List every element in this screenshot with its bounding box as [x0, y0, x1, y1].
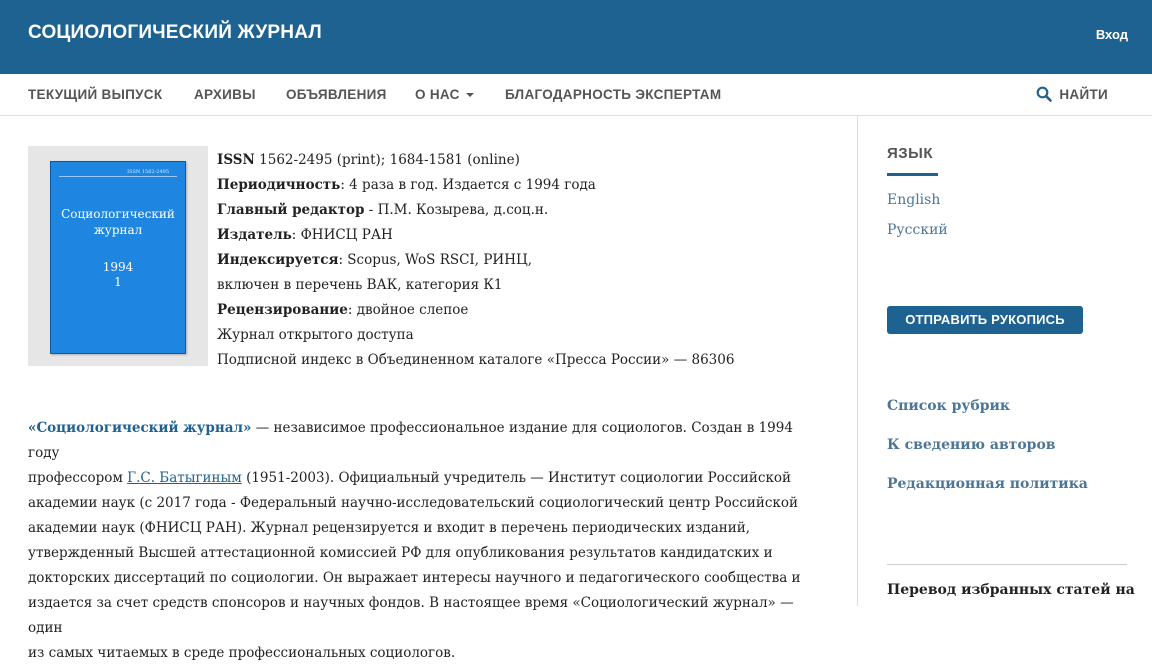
sidebar-link-sections[interactable]: Список рубрик	[887, 398, 1010, 414]
sidebar-link-editorial-policy[interactable]: Редакционная политика	[887, 476, 1088, 492]
nav-about-dropdown[interactable]	[415, 87, 474, 102]
about-line-5: утвержденный Высшей аттестационной комиссией РФ для опубликования результатов кандидатских и	[28, 545, 773, 561]
journal-cover-frame	[28, 146, 208, 366]
cover-rule	[59, 176, 177, 177]
submit-manuscript-button[interactable]: ОТПРАВИТЬ РУКОПИСЬ	[887, 306, 1083, 334]
journal-info	[217, 148, 837, 373]
search-button[interactable]	[1036, 86, 1108, 102]
cover-issue-number: 1	[114, 275, 122, 289]
info-publisher-label: Издатель	[217, 227, 292, 243]
journal-cover-image	[50, 161, 186, 354]
sidebar-link-author-guidelines[interactable]: К сведению авторов	[887, 437, 1056, 453]
about-line-8: из самых читаемых в среде профессиональных социологов.	[28, 645, 456, 661]
about-text-2-prefix: профессором	[28, 470, 128, 486]
sidebar-divider	[887, 564, 1127, 565]
info-editor	[217, 198, 837, 223]
info-periodicity	[217, 173, 837, 198]
info-publisher	[217, 223, 837, 248]
info-subscription: Подписной индекс в Объединенном каталоге «Пресса России» — 86306	[217, 352, 735, 368]
about-line-4: академии наук (ФНИСЦ РАН). Журнал рецензируется и входит в перечень периодических изданий,	[28, 520, 751, 536]
site-header	[0, 0, 1152, 74]
about-line-3: академии наук (с 2017 года - Федеральный научно-исследовательский социологический центр Российской	[28, 495, 798, 511]
nav-archives[interactable]: АРХИВЫ	[194, 87, 256, 102]
nav-reviewer-thanks[interactable]: БЛАГОДАРНОСТЬ ЭКСПЕРТАМ	[505, 87, 722, 102]
language-heading-underline	[887, 173, 938, 176]
content-sidebar-divider	[857, 116, 858, 606]
about-line-1	[28, 416, 828, 466]
search-label: НАЙТИ	[1059, 86, 1108, 102]
nav-announcements[interactable]: ОБЪЯВЛЕНИЯ	[286, 87, 387, 102]
cover-issn: ISSN 1562-2495	[127, 169, 169, 175]
about-text-2-suffix: (1951-2003). Официальный учредитель — Институт социологии Российской	[241, 470, 792, 486]
info-review-label: Рецензирование	[217, 302, 348, 318]
cover-year	[51, 260, 185, 290]
about-line-2	[28, 466, 828, 491]
language-heading: ЯЗЫК	[887, 145, 934, 162]
cover-year-value: 1994	[102, 260, 134, 274]
about-journal-text	[28, 416, 828, 666]
info-issn	[217, 148, 837, 173]
about-line-6: докторских диссертаций по социологии. Он выражает интересы научного и педагогического сообщества и	[28, 570, 801, 586]
info-indexed-value: : Scopus, WoS RSCI, РИНЦ,	[338, 252, 533, 268]
about-text-1: — независимое профессиональное издание для социологов. Создан в 1994 году	[28, 420, 793, 461]
language-russian-link[interactable]: Русский	[887, 222, 948, 238]
primary-nav	[0, 74, 1152, 116]
search-icon	[1036, 86, 1052, 102]
info-review	[217, 298, 837, 323]
cover-title	[51, 206, 185, 238]
info-review-value: : двойное слепое	[347, 302, 469, 318]
nav-about-label: О НАС	[415, 87, 460, 102]
info-periodicity-value: : 4 раза в год. Издается с 1994 года	[340, 177, 596, 193]
journal-name-link[interactable]: «Социологический журнал»	[28, 420, 252, 436]
cover-title-line1: Социологический	[61, 207, 175, 221]
info-issn-label: ISSN	[217, 152, 255, 168]
cover-title-line2: журнал	[93, 223, 143, 237]
info-editor-label: Главный редактор	[217, 202, 365, 218]
language-english-link[interactable]: English	[887, 192, 941, 208]
info-indexed	[217, 248, 837, 273]
info-issn-value: 1562-2495 (print); 1684-1581 (online)	[254, 152, 520, 168]
login-link[interactable]: Вход	[1095, 27, 1128, 42]
chevron-down-icon	[466, 93, 474, 97]
site-title[interactable]: СОЦИОЛОГИЧЕСКИЙ ЖУРНАЛ	[28, 22, 322, 43]
info-indexed-label: Индексируется	[217, 252, 339, 268]
info-indexed-vak: включен в перечень ВАК, категория К1	[217, 277, 503, 293]
featured-translations-heading: Перевод избранных статей на	[887, 582, 1135, 598]
info-open-access: Журнал открытого доступа	[217, 327, 414, 343]
about-line-7: издается за счет средств спонсоров и научных фондов. В настоящее время «Социологический журнал» — один	[28, 595, 794, 636]
info-periodicity-label: Периодичность	[217, 177, 341, 193]
info-editor-value: - П.М. Козырева, д.соц.н.	[364, 202, 549, 218]
info-publisher-value: : ФНИСЦ РАН	[291, 227, 393, 243]
founder-link[interactable]: Г.С. Батыгиным	[127, 470, 242, 486]
nav-current-issue[interactable]: ТЕКУЩИЙ ВЫПУСК	[28, 87, 163, 102]
